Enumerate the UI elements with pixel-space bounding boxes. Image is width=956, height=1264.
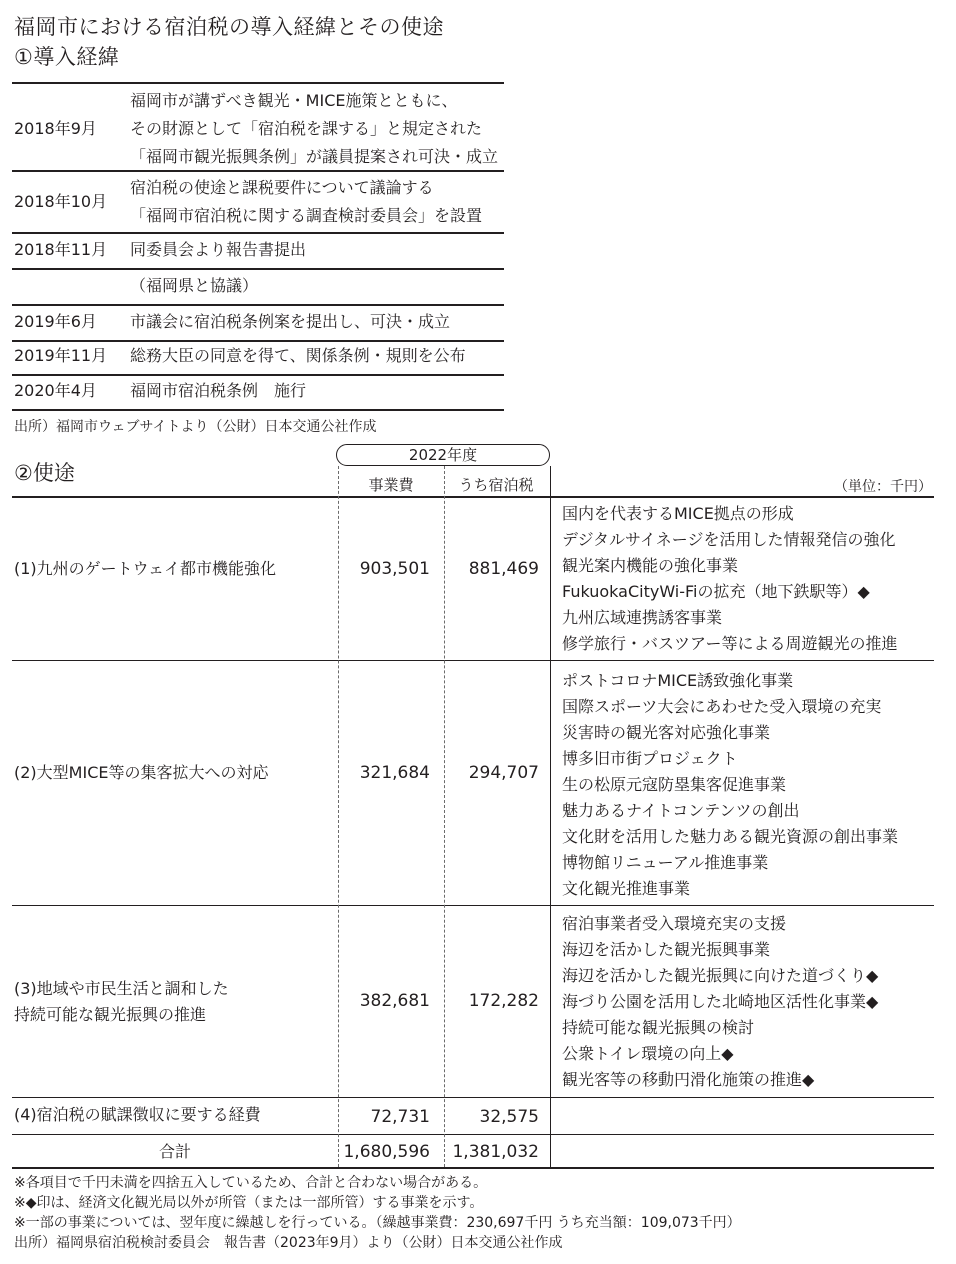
history-line: 総務大臣の同意を得て、関係条例・規則を公布 xyxy=(130,346,466,365)
usage-total-divider xyxy=(12,1134,934,1135)
usage-row-divider xyxy=(12,660,934,661)
project-item: 海辺を活かした観光振興に向けた道づくり◆ xyxy=(562,966,879,985)
usage-heading: ②使途 xyxy=(14,461,75,485)
usage-tax: 32,575 xyxy=(479,1107,539,1127)
history-description xyxy=(130,87,498,171)
usage-source: 出所）福岡県宿泊税検討委員会 報告書（2023年9月）より（公財）日本交通公社作成 xyxy=(14,1235,563,1251)
project-item: 国内を代表するMICE拠点の形成 xyxy=(562,504,794,523)
project-item: 博多旧市街プロジェクト xyxy=(562,749,738,768)
history-date: 2018年9月 xyxy=(14,119,97,138)
history-date: 2020年4月 xyxy=(14,381,97,400)
usage-category xyxy=(14,976,229,1028)
project-list xyxy=(562,501,898,657)
total-tax: 1,381,032 xyxy=(452,1142,539,1162)
project-item: 修学旅行・バスツアー等による周遊観光の推進 xyxy=(562,634,898,653)
history-line: 同委員会より報告書提出 xyxy=(130,240,307,259)
project-item: 博物館リニューアル推進事業 xyxy=(562,853,769,872)
history-top-rule xyxy=(12,82,504,84)
project-item: 魅力あるナイトコンテンツの創出 xyxy=(562,801,800,820)
project-item: 観光案内機能の強化事業 xyxy=(562,556,739,575)
usage-cost: 321,684 xyxy=(359,763,430,783)
usage-cost: 72,731 xyxy=(370,1107,430,1127)
usage-tax: 294,707 xyxy=(468,763,539,783)
project-item: 九州広域連携誘客事業 xyxy=(562,608,723,627)
project-item: 災害時の観光客対応強化事業 xyxy=(562,723,771,742)
history-source: 出所）福岡市ウェブサイトより（公財）日本交通公社作成 xyxy=(14,419,377,435)
history-row-divider xyxy=(12,374,504,376)
usage-top-rule xyxy=(12,496,934,498)
category-line: (3)地域や市民生活と調和した xyxy=(14,979,229,998)
project-item: ポストコロナMICE誘致強化事業 xyxy=(562,671,794,690)
project-item: 観光客等の移動円滑化施策の推進◆ xyxy=(562,1070,815,1089)
project-item: 国際スポーツ大会にあわせた受入環境の充実 xyxy=(562,697,882,716)
category-line: 持続可能な観光振興の推進 xyxy=(14,1005,207,1024)
history-line: （福岡県と協議） xyxy=(130,276,259,295)
usage-row-divider xyxy=(12,905,934,906)
history-line: 「福岡市宿泊税に関する調査検討委員会」を設置 xyxy=(130,206,483,225)
history-row-divider xyxy=(12,304,504,306)
total-cost: 1,680,596 xyxy=(343,1142,430,1162)
column-separator xyxy=(338,466,339,1167)
history-date: 2019年6月 xyxy=(14,312,97,331)
usage-category xyxy=(14,556,276,582)
footnote: ※一部の事業については、翌年度に繰越しを行っている。（繰越事業費：230,697千円 うち充当額：109,073千円） xyxy=(14,1215,741,1231)
usage-cost: 382,681 xyxy=(359,991,430,1011)
history-heading: ①導入経緯 xyxy=(14,45,120,69)
col-header-cost: 事業費 xyxy=(368,476,414,494)
usage-tax: 172,282 xyxy=(468,991,539,1011)
history-line: その財源として「宿泊税を課する」と規定された xyxy=(130,119,483,138)
usage-cost: 903,501 xyxy=(359,559,430,579)
column-separator xyxy=(550,466,551,1167)
unit-label: （単位：千円） xyxy=(834,479,932,495)
history-date: 2018年11月 xyxy=(14,240,108,259)
category-line: (4)宿泊税の賦課徴収に要する経費 xyxy=(14,1105,261,1124)
column-separator xyxy=(444,466,445,1167)
project-item: 海づり公園を活用した北崎地区活性化事業◆ xyxy=(562,992,879,1011)
history-line: 宿泊税の使途と課税要件について議論する xyxy=(130,178,434,197)
project-item: 公衆トイレ環境の向上◆ xyxy=(562,1044,734,1063)
history-row-divider xyxy=(12,232,504,234)
usage-category xyxy=(14,760,268,786)
history-date: 2019年11月 xyxy=(14,346,108,365)
history-date: 2018年10月 xyxy=(14,192,108,211)
col-header-tax: うち宿泊税 xyxy=(458,476,534,494)
total-label: 合計 xyxy=(158,1142,191,1161)
project-item: FukuokaCityWi-Fiの拡充（地下鉄駅等）◆ xyxy=(562,582,870,601)
usage-row-divider xyxy=(12,1097,934,1098)
history-description xyxy=(130,236,306,264)
category-line: (1)九州のゲートウェイ都市機能強化 xyxy=(14,559,277,578)
usage-tax: 881,469 xyxy=(468,559,539,579)
history-line: 市議会に宿泊税条例案を提出し、可決・成立 xyxy=(130,312,451,331)
footnote: ※各項目で千円未満を四捨五入しているため、合計と合わない場合がある。 xyxy=(14,1175,488,1191)
usage-bottom-rule xyxy=(12,1167,934,1169)
category-line: (2)大型MICE等の集客拡大への対応 xyxy=(14,763,269,782)
history-row-divider xyxy=(12,268,504,270)
history-description xyxy=(130,308,450,336)
history-line: 「福岡市観光振興条例」が議員提案され可決・成立 xyxy=(130,147,499,166)
history-line: 福岡市宿泊税条例 施行 xyxy=(130,381,307,400)
history-description xyxy=(130,377,306,405)
project-item: デジタルサイネージを活用した情報発信の強化 xyxy=(562,530,896,549)
history-description xyxy=(130,342,466,370)
footnote: ※◆印は、経済文化観光局以外が所管（または一部所管）する事業を示す。 xyxy=(14,1195,484,1211)
history-bottom-rule xyxy=(12,409,504,411)
history-line: 福岡市が講ずべき観光・MICE施策とともに、 xyxy=(130,91,458,110)
year-label: 2022年度 xyxy=(336,444,550,466)
page-title: 福岡市における宿泊税の導入経緯とその使途 xyxy=(14,15,444,39)
project-item: 文化財を活用した魅力ある観光資源の創出事業 xyxy=(562,827,899,846)
project-item: 文化観光推進事業 xyxy=(562,879,691,898)
project-item: 生の松原元寇防塁集客促進事業 xyxy=(562,775,787,794)
usage-category xyxy=(14,1102,261,1128)
history-description xyxy=(130,174,482,230)
project-item: 海辺を活かした観光振興事業 xyxy=(562,940,771,959)
project-list xyxy=(562,911,878,1093)
project-item: 宿泊事業者受入環境充実の支援 xyxy=(562,914,787,933)
project-list xyxy=(562,668,898,902)
project-item: 持続可能な観光振興の検討 xyxy=(562,1018,755,1037)
history-description xyxy=(130,272,258,300)
